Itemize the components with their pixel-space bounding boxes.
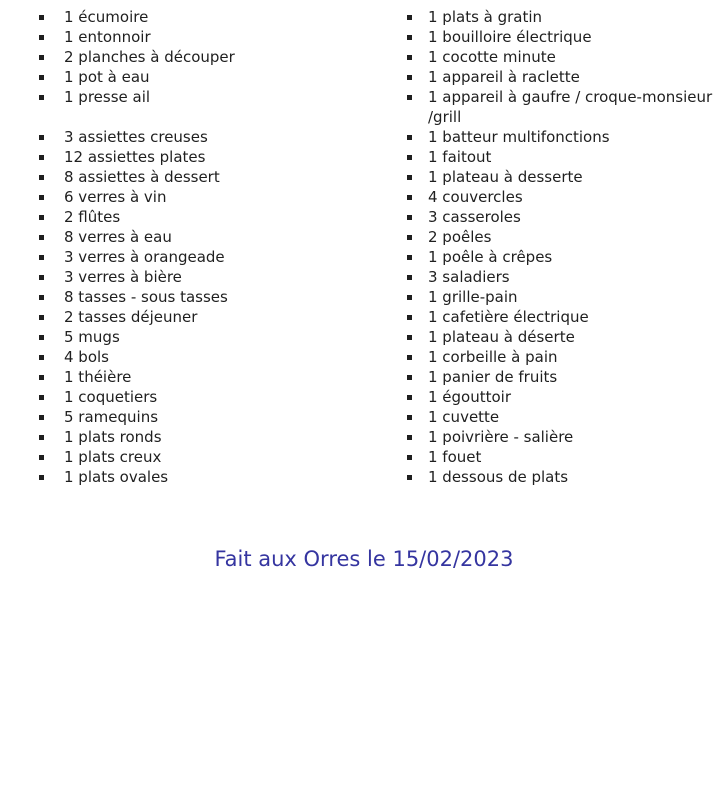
list-item-text: 1 plats ovales	[64, 468, 169, 486]
list-item	[406, 67, 728, 87]
list-item-text: 4 couvercles	[428, 188, 523, 206]
bullet-icon	[38, 167, 64, 187]
list-item	[406, 467, 728, 487]
list-item	[38, 127, 368, 147]
list-item	[406, 247, 728, 267]
bullet-icon	[406, 327, 428, 347]
bullet-icon	[406, 267, 428, 287]
bullet-icon	[38, 267, 64, 287]
list-item-text: 1 appareil à raclette	[428, 68, 580, 86]
list-item	[406, 127, 728, 147]
bullet-icon	[406, 67, 428, 87]
bullet-icon	[406, 307, 428, 327]
list-item	[406, 307, 728, 327]
list-item-text: 4 bols	[64, 348, 109, 366]
bullet-icon	[38, 387, 64, 407]
list-item	[38, 47, 368, 67]
bullet-icon	[38, 347, 64, 367]
bullet-spacer	[406, 107, 428, 127]
list-item	[38, 167, 368, 187]
list-item-text: 1 dessous de plats	[428, 468, 569, 486]
bullet-icon	[406, 347, 428, 367]
list-item-text: 1 faitout	[428, 148, 492, 166]
list-item	[38, 307, 368, 327]
list-item-text: 1 poêle à crêpes	[428, 248, 553, 266]
bullet-icon	[406, 427, 428, 447]
list-item-text: 8 verres à eau	[64, 228, 172, 246]
list-item-text: 1 théière	[64, 368, 132, 386]
list-item	[38, 267, 368, 287]
list-item	[406, 387, 728, 407]
bullet-icon	[38, 147, 64, 167]
left-column-group-2	[38, 127, 368, 487]
list-item	[38, 367, 368, 387]
list-item-text: 1 fouet	[428, 448, 482, 466]
list-item-text: 1 grille-pain	[428, 288, 518, 306]
bullet-icon	[406, 227, 428, 247]
list-item-text: 1 appareil à gaufre / croque-monsieur	[428, 88, 713, 106]
list-item	[38, 427, 368, 447]
list-item-text: 1 entonnoir	[64, 28, 151, 46]
list-item	[38, 387, 368, 407]
list-item	[406, 207, 728, 227]
list-item-text: 5 ramequins	[64, 408, 159, 426]
bullet-icon	[406, 27, 428, 47]
list-item	[406, 187, 728, 207]
bullet-icon	[38, 427, 64, 447]
list-item-text: 1 plateau à desserte	[428, 168, 583, 186]
list-item	[406, 7, 728, 27]
bullet-icon	[38, 467, 64, 487]
list-item-text: 1 corbeille à pain	[428, 348, 558, 366]
bullet-icon	[38, 307, 64, 327]
list-item-text: 2 planches à découper	[64, 48, 235, 66]
bullet-icon	[406, 247, 428, 267]
list-item	[38, 7, 368, 27]
list-item-text: 6 verres à vin	[64, 188, 167, 206]
bullet-icon	[406, 167, 428, 187]
list-item	[406, 287, 728, 307]
list-item	[38, 467, 368, 487]
list-item	[38, 347, 368, 367]
list-item	[406, 347, 728, 367]
list-item	[38, 447, 368, 467]
bullet-icon	[38, 287, 64, 307]
bullet-icon	[406, 47, 428, 67]
bullet-icon	[38, 227, 64, 247]
list-item	[406, 367, 728, 387]
bullet-icon	[406, 467, 428, 487]
list-item	[406, 47, 728, 67]
bullet-icon	[406, 367, 428, 387]
list-item	[406, 267, 728, 287]
list-item	[406, 107, 728, 127]
bullet-icon	[38, 67, 64, 87]
bullet-icon	[406, 147, 428, 167]
list-item	[406, 167, 728, 187]
list-item-text: 1 coquetiers	[64, 388, 158, 406]
list-item	[406, 327, 728, 347]
list-item-text: 1 pot à eau	[64, 68, 150, 86]
list-item-text: 3 saladiers	[428, 268, 510, 286]
list-item-text: 1 plats à gratin	[428, 8, 543, 26]
bullet-icon	[38, 7, 64, 27]
list-item	[406, 27, 728, 47]
list-item-text: 5 mugs	[64, 328, 120, 346]
left-column-group-1	[38, 7, 368, 107]
left-column	[38, 7, 368, 487]
list-item	[406, 147, 728, 167]
bullet-icon	[38, 367, 64, 387]
list-item-text: 1 poivrière - salière	[428, 428, 574, 446]
list-item-text: 1 égouttoir	[428, 388, 512, 406]
list-item-text: 3 assiettes creuses	[64, 128, 208, 146]
list-item	[38, 287, 368, 307]
list-item-text: 8 tasses - sous tasses	[64, 288, 228, 306]
bullet-icon	[38, 47, 64, 67]
list-item	[406, 427, 728, 447]
bullet-icon	[406, 447, 428, 467]
list-item-text: 1 cuvette	[428, 408, 500, 426]
list-item-text: 1 cafetière électrique	[428, 308, 589, 326]
bullet-icon	[38, 407, 64, 427]
list-item-text: 1 plats creux	[64, 448, 162, 466]
list-item	[38, 27, 368, 47]
list-item-text: /grill	[428, 108, 462, 126]
list-item	[406, 227, 728, 247]
bullet-icon	[406, 87, 428, 107]
list-item	[38, 327, 368, 347]
bullet-icon	[38, 207, 64, 227]
list-item-text: 12 assiettes plates	[64, 148, 206, 166]
list-item-text: 2 poêles	[428, 228, 492, 246]
list-item-text: 1 presse ail	[64, 88, 151, 106]
bullet-icon	[406, 187, 428, 207]
footer-date-line: Fait aux Orres le 15/02/2023	[214, 547, 514, 571]
bullet-icon	[406, 407, 428, 427]
list-item-text: 2 flûtes	[64, 208, 121, 226]
bullet-icon	[406, 287, 428, 307]
bullet-icon	[38, 447, 64, 467]
bullet-icon	[38, 187, 64, 207]
list-item-text: 1 panier de fruits	[428, 368, 558, 386]
bullet-icon	[38, 127, 64, 147]
list-item-text: 1 plats ronds	[64, 428, 162, 446]
list-item-text: 8 assiettes à dessert	[64, 168, 220, 186]
list-item	[38, 67, 368, 87]
bullet-icon	[38, 87, 64, 107]
list-item	[38, 247, 368, 267]
bullet-icon	[406, 387, 428, 407]
list-item	[38, 407, 368, 427]
list-item	[38, 227, 368, 247]
bullet-icon	[38, 327, 64, 347]
bullet-icon	[38, 27, 64, 47]
list-item	[406, 87, 728, 107]
bullet-icon	[406, 127, 428, 147]
right-column	[406, 7, 728, 487]
list-item	[406, 407, 728, 427]
list-item-text: 1 cocotte minute	[428, 48, 556, 66]
list-item-text: 2 tasses déjeuner	[64, 308, 198, 326]
list-item-text: 3 casseroles	[428, 208, 521, 226]
list-item-text: 1 batteur multifonctions	[428, 128, 610, 146]
bullet-icon	[406, 7, 428, 27]
list-item-text: 1 bouilloire électrique	[428, 28, 592, 46]
list-item	[38, 147, 368, 167]
bullet-icon	[38, 247, 64, 267]
list-item-text: 1 écumoire	[64, 8, 149, 26]
list-item	[38, 87, 368, 107]
list-item	[406, 447, 728, 467]
list-item-text: 3 verres à bière	[64, 268, 182, 286]
list-item	[38, 207, 368, 227]
list-item	[38, 187, 368, 207]
list-item-text: 1 plateau à déserte	[428, 328, 575, 346]
bullet-icon	[406, 207, 428, 227]
list-item-text: 3 verres à orangeade	[64, 248, 225, 266]
